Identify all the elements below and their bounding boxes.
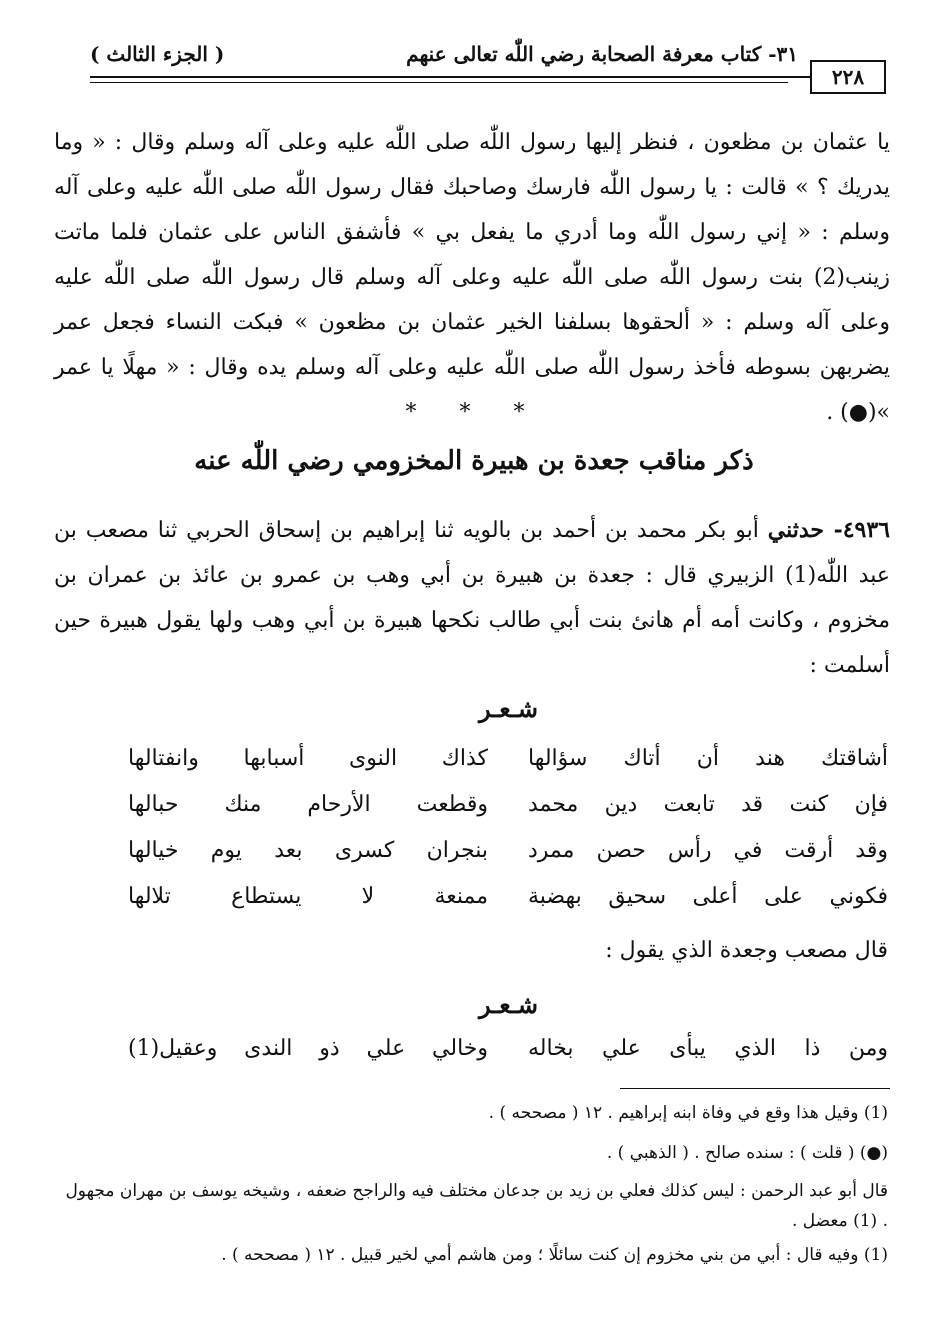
hadith-number: ٤٩٣٦- حدثني bbox=[767, 517, 890, 543]
hadith-paragraph bbox=[54, 508, 890, 688]
poem-verse bbox=[128, 838, 888, 884]
poem-verses bbox=[128, 1036, 888, 1082]
header-rule-thin bbox=[90, 82, 788, 83]
running-title: ٣١- كتاب معرفة الصحابة رضي اللّٰه تعالى عنهم bbox=[406, 42, 798, 66]
poem-verse bbox=[128, 1036, 888, 1082]
volume-label: ( الجزء الثالث ) bbox=[90, 42, 225, 66]
paragraph-continued: يا عثمان بن مظعون ، فنظر إليها رسول اللّٰه صلى اللّٰه عليه وعلى آله وسلم وقال : « وما يدريك ؟ » قالت : يا رسول اللّٰه فارسك وصاحبك فقال رسول اللّٰه صلى اللّٰه عليه وعلى آله وسلم : « إني رسول اللّٰه وما أدري ما يفعل بي » فأشفق الناس على عثمان فلما ماتت زينب(2) بنت رسول اللّٰه صلى اللّٰه عليه وعلى آله وسلم قال رسول اللّٰه صلى اللّٰه عليه وعلى آله وسلم : « ألحقوها بسلفنا الخير عثمان بن مظعون » فبكت النساء فجعل عمر يضربهن بسوطه فأخذ رسول اللّٰه صلى اللّٰه عليه وعلى آله وسلم يده وقال : « مهلًا يا عمر »(●) . bbox=[54, 130, 890, 425]
poem-verses bbox=[128, 746, 888, 930]
verse-first-hemistich: فكوني على أعلى سحيق بهضبة bbox=[528, 884, 888, 909]
section-title: ذكر مناقب جعدة بن هبيرة المخزومي رضي اللّٰه عنه bbox=[194, 446, 754, 476]
verse-first-hemistich: ومن ذا الذي يبأى علي بخاله bbox=[528, 1036, 888, 1061]
verse-first-hemistich: فإن كنت قد تابعت دين محمد bbox=[528, 792, 888, 817]
poem-verse bbox=[128, 884, 888, 930]
hadith-text: أبو بكر محمد بن أحمد بن بالويه ثنا إبراهيم بن إسحاق الحربي ثنا مصعب بن عبد اللّٰه(1) الزبيري قال : جعدة بن هبيرة بن أبي وهب بن عمرو بن عائذ بن عمران بن مخزوم ، وكانت أمه أم هانئ بنت أبي طالب نكحها هبيرة بن أبي وهب ولها يقول هبيرة حين أسلمت : bbox=[54, 518, 890, 678]
footnote-rule bbox=[620, 1088, 890, 1089]
footnote: (1) وقيل هذا وقع في وفاة ابنه إبراهيم . ١٢ ( مصححه ) . bbox=[488, 1103, 888, 1123]
footnote: (●) ( قلت ) : سنده صالح . ( الذهبي ) . bbox=[606, 1143, 888, 1163]
footnote: قال أبو عبد الرحمن : ليس كذلك فعلي بن زيد بن جدعان مختلف فيه والراجح ضعفه ، وشيخه يوسف بن مهران مجهول . (1) معضل . bbox=[65, 1181, 888, 1231]
verse-first-hemistich: وقد أرقت في رأس حصن ممرد bbox=[528, 838, 888, 863]
verse-second-hemistich: كذاك النوى أسبابها وانفتالها bbox=[128, 746, 488, 771]
page-header bbox=[90, 38, 858, 78]
narration-line: قال مصعب وجعدة الذي يقول : bbox=[605, 938, 888, 963]
page-number: ٢٢٨ bbox=[810, 60, 886, 94]
verse-second-hemistich: وقطعت الأرحام منك حبالها bbox=[128, 792, 488, 817]
verse-second-hemistich: وخالي علي ذو الندى وعقيل(1) bbox=[128, 1036, 488, 1061]
verse-second-hemistich: ممنعة لا يستطاع تلالها bbox=[128, 884, 488, 909]
verse-second-hemistich: بنجران كسرى بعد يوم خيالها bbox=[128, 838, 488, 863]
header-rule bbox=[90, 76, 858, 78]
section-separator: * * * bbox=[405, 400, 543, 425]
poem-verse bbox=[128, 792, 888, 838]
poem-title: شـعـر bbox=[479, 990, 538, 1019]
verse-first-hemistich: أشاقتك هند أن أتاك سؤالها bbox=[528, 746, 888, 771]
poem-verse bbox=[128, 746, 888, 792]
poem-title: شـعـر bbox=[479, 694, 538, 723]
footnote: (1) وفيه قال : أبي من بني مخزوم إن كنت سائلًا ؛ ومن هاشم أمي لخير قبيل . ١٢ ( مصححه ) . bbox=[221, 1245, 888, 1265]
